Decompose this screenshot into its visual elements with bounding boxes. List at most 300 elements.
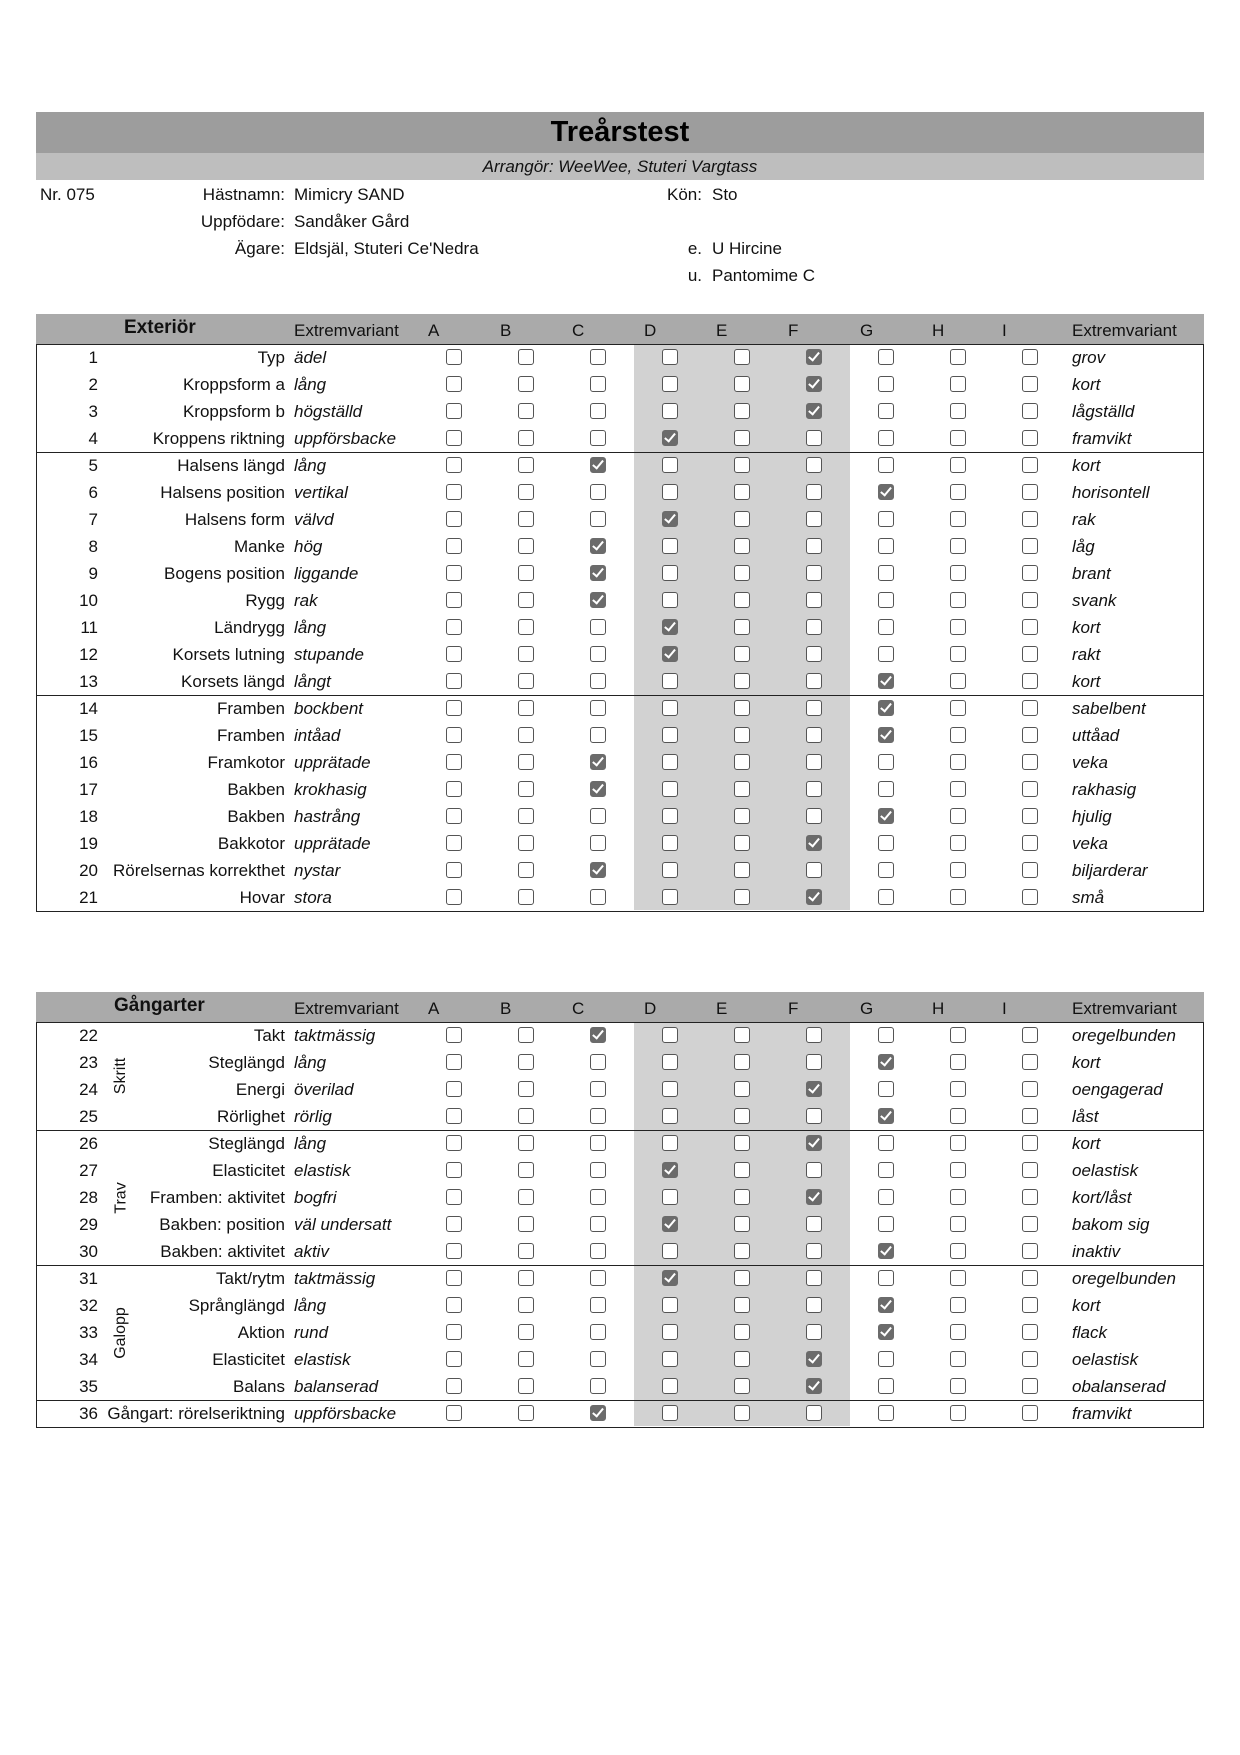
checkbox-c[interactable] [590, 646, 606, 662]
checkbox-a[interactable] [446, 835, 462, 851]
checkbox-e[interactable] [734, 376, 750, 392]
checkbox-i[interactable] [1022, 808, 1038, 824]
checkbox-e[interactable] [734, 1108, 750, 1124]
checkbox-a[interactable] [446, 727, 462, 743]
checkbox-c[interactable] [590, 430, 606, 446]
checkbox-e[interactable] [734, 1405, 750, 1421]
checkbox-d[interactable] [662, 1108, 678, 1124]
checkbox-f[interactable] [806, 808, 822, 824]
checkbox-e[interactable] [734, 430, 750, 446]
checkbox-g[interactable] [878, 1378, 894, 1394]
checkbox-f[interactable] [806, 646, 822, 662]
checkbox-i[interactable] [1022, 484, 1038, 500]
checkbox-a[interactable] [446, 430, 462, 446]
checkbox-i[interactable] [1022, 349, 1038, 365]
checkbox-h[interactable] [950, 592, 966, 608]
checkbox-e[interactable] [734, 403, 750, 419]
checkbox-e[interactable] [734, 1297, 750, 1313]
checkbox-h[interactable] [950, 349, 966, 365]
checkbox-e[interactable] [734, 700, 750, 716]
checkbox-a[interactable] [446, 754, 462, 770]
checkbox-f-checked[interactable] [806, 889, 822, 905]
checkbox-i[interactable] [1022, 754, 1038, 770]
checkbox-b[interactable] [518, 538, 534, 554]
checkbox-a[interactable] [446, 1324, 462, 1340]
checkbox-a[interactable] [446, 673, 462, 689]
checkbox-i[interactable] [1022, 538, 1038, 554]
checkbox-d-checked[interactable] [662, 1216, 678, 1232]
checkbox-i[interactable] [1022, 1324, 1038, 1340]
checkbox-b[interactable] [518, 1135, 534, 1151]
checkbox-i[interactable] [1022, 1297, 1038, 1313]
checkbox-i[interactable] [1022, 565, 1038, 581]
checkbox-f[interactable] [806, 619, 822, 635]
checkbox-e[interactable] [734, 1054, 750, 1070]
checkbox-d[interactable] [662, 808, 678, 824]
checkbox-e[interactable] [734, 808, 750, 824]
checkbox-e[interactable] [734, 727, 750, 743]
checkbox-g[interactable] [878, 862, 894, 878]
checkbox-h[interactable] [950, 1297, 966, 1313]
checkbox-d[interactable] [662, 376, 678, 392]
checkbox-b[interactable] [518, 403, 534, 419]
checkbox-d[interactable] [662, 1054, 678, 1070]
checkbox-c-checked[interactable] [590, 754, 606, 770]
checkbox-i[interactable] [1022, 1135, 1038, 1151]
checkbox-f[interactable] [806, 862, 822, 878]
checkbox-d[interactable] [662, 538, 678, 554]
checkbox-a[interactable] [446, 619, 462, 635]
checkbox-f-checked[interactable] [806, 1189, 822, 1205]
checkbox-g-checked[interactable] [878, 1243, 894, 1259]
checkbox-e[interactable] [734, 1189, 750, 1205]
checkbox-g[interactable] [878, 646, 894, 662]
checkbox-d-checked[interactable] [662, 1270, 678, 1286]
checkbox-d[interactable] [662, 889, 678, 905]
checkbox-b[interactable] [518, 700, 534, 716]
checkbox-e[interactable] [734, 619, 750, 635]
checkbox-e[interactable] [734, 1162, 750, 1178]
checkbox-i[interactable] [1022, 1405, 1038, 1421]
checkbox-a[interactable] [446, 889, 462, 905]
checkbox-c-checked[interactable] [590, 565, 606, 581]
checkbox-b[interactable] [518, 1189, 534, 1205]
checkbox-e[interactable] [734, 538, 750, 554]
checkbox-h[interactable] [950, 754, 966, 770]
checkbox-c[interactable] [590, 835, 606, 851]
checkbox-b[interactable] [518, 646, 534, 662]
checkbox-d[interactable] [662, 1243, 678, 1259]
checkbox-f[interactable] [806, 1297, 822, 1313]
checkbox-a[interactable] [446, 781, 462, 797]
checkbox-b[interactable] [518, 1405, 534, 1421]
checkbox-h[interactable] [950, 1081, 966, 1097]
checkbox-a[interactable] [446, 1270, 462, 1286]
checkbox-d[interactable] [662, 835, 678, 851]
checkbox-c[interactable] [590, 403, 606, 419]
checkbox-a[interactable] [446, 700, 462, 716]
checkbox-i[interactable] [1022, 727, 1038, 743]
checkbox-a[interactable] [446, 1216, 462, 1232]
checkbox-b[interactable] [518, 1243, 534, 1259]
checkbox-e[interactable] [734, 673, 750, 689]
checkbox-i[interactable] [1022, 673, 1038, 689]
checkbox-h[interactable] [950, 1135, 966, 1151]
checkbox-i[interactable] [1022, 457, 1038, 473]
checkbox-i[interactable] [1022, 1351, 1038, 1367]
checkbox-f-checked[interactable] [806, 1135, 822, 1151]
checkbox-d-checked[interactable] [662, 1162, 678, 1178]
checkbox-g[interactable] [878, 1351, 894, 1367]
checkbox-a[interactable] [446, 1054, 462, 1070]
checkbox-f[interactable] [806, 1405, 822, 1421]
checkbox-c[interactable] [590, 1216, 606, 1232]
checkbox-h[interactable] [950, 1405, 966, 1421]
checkbox-a[interactable] [446, 1027, 462, 1043]
checkbox-c[interactable] [590, 700, 606, 716]
checkbox-f[interactable] [806, 1162, 822, 1178]
checkbox-g[interactable] [878, 1189, 894, 1205]
checkbox-i[interactable] [1022, 1054, 1038, 1070]
checkbox-d[interactable] [662, 457, 678, 473]
checkbox-g[interactable] [878, 1270, 894, 1286]
checkbox-a[interactable] [446, 1351, 462, 1367]
checkbox-i[interactable] [1022, 862, 1038, 878]
checkbox-a[interactable] [446, 1297, 462, 1313]
checkbox-d[interactable] [662, 1405, 678, 1421]
checkbox-h[interactable] [950, 565, 966, 581]
checkbox-d-checked[interactable] [662, 511, 678, 527]
checkbox-b[interactable] [518, 430, 534, 446]
checkbox-h[interactable] [950, 1378, 966, 1394]
checkbox-d-checked[interactable] [662, 646, 678, 662]
checkbox-b[interactable] [518, 457, 534, 473]
checkbox-b[interactable] [518, 349, 534, 365]
checkbox-i[interactable] [1022, 1162, 1038, 1178]
checkbox-b[interactable] [518, 1378, 534, 1394]
checkbox-a[interactable] [446, 349, 462, 365]
checkbox-e[interactable] [734, 484, 750, 500]
checkbox-b[interactable] [518, 511, 534, 527]
checkbox-c[interactable] [590, 1189, 606, 1205]
checkbox-g[interactable] [878, 349, 894, 365]
checkbox-d[interactable] [662, 862, 678, 878]
checkbox-f[interactable] [806, 1270, 822, 1286]
checkbox-f[interactable] [806, 1216, 822, 1232]
checkbox-b[interactable] [518, 889, 534, 905]
checkbox-a[interactable] [446, 808, 462, 824]
checkbox-f[interactable] [806, 1324, 822, 1340]
checkbox-d-checked[interactable] [662, 430, 678, 446]
checkbox-i[interactable] [1022, 646, 1038, 662]
checkbox-i[interactable] [1022, 430, 1038, 446]
checkbox-a[interactable] [446, 565, 462, 581]
checkbox-d[interactable] [662, 1324, 678, 1340]
checkbox-f[interactable] [806, 430, 822, 446]
checkbox-f[interactable] [806, 1243, 822, 1259]
checkbox-e[interactable] [734, 592, 750, 608]
checkbox-f[interactable] [806, 1054, 822, 1070]
checkbox-c-checked[interactable] [590, 592, 606, 608]
checkbox-b[interactable] [518, 1297, 534, 1313]
checkbox-e[interactable] [734, 1243, 750, 1259]
checkbox-g[interactable] [878, 1081, 894, 1097]
checkbox-f-checked[interactable] [806, 1351, 822, 1367]
checkbox-c[interactable] [590, 1324, 606, 1340]
checkbox-f[interactable] [806, 1108, 822, 1124]
checkbox-c[interactable] [590, 1108, 606, 1124]
checkbox-e[interactable] [734, 862, 750, 878]
checkbox-a[interactable] [446, 646, 462, 662]
checkbox-i[interactable] [1022, 1081, 1038, 1097]
checkbox-i[interactable] [1022, 1189, 1038, 1205]
checkbox-c[interactable] [590, 808, 606, 824]
checkbox-h[interactable] [950, 430, 966, 446]
checkbox-h[interactable] [950, 808, 966, 824]
checkbox-c[interactable] [590, 619, 606, 635]
checkbox-f[interactable] [806, 592, 822, 608]
checkbox-h[interactable] [950, 1324, 966, 1340]
checkbox-f[interactable] [806, 565, 822, 581]
checkbox-g[interactable] [878, 1405, 894, 1421]
checkbox-b[interactable] [518, 1081, 534, 1097]
checkbox-c[interactable] [590, 673, 606, 689]
checkbox-i[interactable] [1022, 1243, 1038, 1259]
checkbox-h[interactable] [950, 619, 966, 635]
checkbox-g[interactable] [878, 376, 894, 392]
checkbox-b[interactable] [518, 1216, 534, 1232]
checkbox-d[interactable] [662, 1351, 678, 1367]
checkbox-e[interactable] [734, 457, 750, 473]
checkbox-h[interactable] [950, 700, 966, 716]
checkbox-h[interactable] [950, 457, 966, 473]
checkbox-c[interactable] [590, 727, 606, 743]
checkbox-g[interactable] [878, 565, 894, 581]
checkbox-c[interactable] [590, 511, 606, 527]
checkbox-e[interactable] [734, 1216, 750, 1232]
checkbox-h[interactable] [950, 538, 966, 554]
checkbox-c[interactable] [590, 484, 606, 500]
checkbox-c-checked[interactable] [590, 781, 606, 797]
checkbox-h[interactable] [950, 1108, 966, 1124]
checkbox-h[interactable] [950, 1189, 966, 1205]
checkbox-e[interactable] [734, 646, 750, 662]
checkbox-h[interactable] [950, 1054, 966, 1070]
checkbox-h[interactable] [950, 511, 966, 527]
checkbox-c-checked[interactable] [590, 538, 606, 554]
checkbox-f[interactable] [806, 727, 822, 743]
checkbox-c-checked[interactable] [590, 457, 606, 473]
checkbox-g[interactable] [878, 1135, 894, 1151]
checkbox-g-checked[interactable] [878, 673, 894, 689]
checkbox-b[interactable] [518, 727, 534, 743]
checkbox-g[interactable] [878, 619, 894, 635]
checkbox-d[interactable] [662, 1027, 678, 1043]
checkbox-e[interactable] [734, 565, 750, 581]
checkbox-a[interactable] [446, 592, 462, 608]
checkbox-f[interactable] [806, 511, 822, 527]
checkbox-h[interactable] [950, 781, 966, 797]
checkbox-c[interactable] [590, 1243, 606, 1259]
checkbox-b[interactable] [518, 1351, 534, 1367]
checkbox-e[interactable] [734, 1135, 750, 1151]
checkbox-f-checked[interactable] [806, 376, 822, 392]
checkbox-f-checked[interactable] [806, 835, 822, 851]
checkbox-g-checked[interactable] [878, 700, 894, 716]
checkbox-c[interactable] [590, 1054, 606, 1070]
checkbox-i[interactable] [1022, 835, 1038, 851]
checkbox-d-checked[interactable] [662, 619, 678, 635]
checkbox-e[interactable] [734, 889, 750, 905]
checkbox-a[interactable] [446, 1081, 462, 1097]
checkbox-c[interactable] [590, 1162, 606, 1178]
checkbox-a[interactable] [446, 1189, 462, 1205]
checkbox-g-checked[interactable] [878, 727, 894, 743]
checkbox-g[interactable] [878, 781, 894, 797]
checkbox-a[interactable] [446, 1378, 462, 1394]
checkbox-c[interactable] [590, 1297, 606, 1313]
checkbox-h[interactable] [950, 862, 966, 878]
checkbox-c[interactable] [590, 1351, 606, 1367]
checkbox-d[interactable] [662, 700, 678, 716]
checkbox-g[interactable] [878, 1027, 894, 1043]
checkbox-i[interactable] [1022, 511, 1038, 527]
checkbox-a[interactable] [446, 1108, 462, 1124]
checkbox-i[interactable] [1022, 1027, 1038, 1043]
checkbox-g[interactable] [878, 1216, 894, 1232]
checkbox-e[interactable] [734, 1378, 750, 1394]
checkbox-i[interactable] [1022, 700, 1038, 716]
checkbox-h[interactable] [950, 403, 966, 419]
checkbox-e[interactable] [734, 1027, 750, 1043]
checkbox-b[interactable] [518, 592, 534, 608]
checkbox-a[interactable] [446, 457, 462, 473]
checkbox-g[interactable] [878, 592, 894, 608]
checkbox-i[interactable] [1022, 619, 1038, 635]
checkbox-h[interactable] [950, 673, 966, 689]
checkbox-h[interactable] [950, 1162, 966, 1178]
checkbox-c[interactable] [590, 349, 606, 365]
checkbox-f-checked[interactable] [806, 1081, 822, 1097]
checkbox-f[interactable] [806, 754, 822, 770]
checkbox-c-checked[interactable] [590, 1405, 606, 1421]
checkbox-g[interactable] [878, 511, 894, 527]
checkbox-i[interactable] [1022, 1216, 1038, 1232]
checkbox-d[interactable] [662, 673, 678, 689]
checkbox-d[interactable] [662, 727, 678, 743]
checkbox-h[interactable] [950, 1243, 966, 1259]
checkbox-h[interactable] [950, 1270, 966, 1286]
checkbox-d[interactable] [662, 754, 678, 770]
checkbox-e[interactable] [734, 835, 750, 851]
checkbox-f-checked[interactable] [806, 1378, 822, 1394]
checkbox-b[interactable] [518, 565, 534, 581]
checkbox-c[interactable] [590, 889, 606, 905]
checkbox-d[interactable] [662, 1135, 678, 1151]
checkbox-h[interactable] [950, 889, 966, 905]
checkbox-g[interactable] [878, 403, 894, 419]
checkbox-h[interactable] [950, 646, 966, 662]
checkbox-a[interactable] [446, 511, 462, 527]
checkbox-a[interactable] [446, 862, 462, 878]
checkbox-h[interactable] [950, 1027, 966, 1043]
checkbox-f[interactable] [806, 457, 822, 473]
checkbox-a[interactable] [446, 403, 462, 419]
checkbox-b[interactable] [518, 619, 534, 635]
checkbox-f-checked[interactable] [806, 403, 822, 419]
checkbox-c[interactable] [590, 1270, 606, 1286]
checkbox-f[interactable] [806, 538, 822, 554]
checkbox-a[interactable] [446, 1162, 462, 1178]
checkbox-e[interactable] [734, 754, 750, 770]
checkbox-i[interactable] [1022, 889, 1038, 905]
checkbox-f[interactable] [806, 673, 822, 689]
checkbox-b[interactable] [518, 1162, 534, 1178]
checkbox-d[interactable] [662, 592, 678, 608]
checkbox-g-checked[interactable] [878, 484, 894, 500]
checkbox-a[interactable] [446, 538, 462, 554]
checkbox-g[interactable] [878, 430, 894, 446]
checkbox-g-checked[interactable] [878, 808, 894, 824]
checkbox-b[interactable] [518, 781, 534, 797]
checkbox-g[interactable] [878, 538, 894, 554]
checkbox-b[interactable] [518, 1054, 534, 1070]
checkbox-i[interactable] [1022, 1270, 1038, 1286]
checkbox-i[interactable] [1022, 781, 1038, 797]
checkbox-i[interactable] [1022, 1378, 1038, 1394]
checkbox-e[interactable] [734, 781, 750, 797]
checkbox-d[interactable] [662, 565, 678, 581]
checkbox-b[interactable] [518, 1027, 534, 1043]
checkbox-b[interactable] [518, 835, 534, 851]
checkbox-d[interactable] [662, 1378, 678, 1394]
checkbox-e[interactable] [734, 349, 750, 365]
checkbox-g[interactable] [878, 889, 894, 905]
checkbox-b[interactable] [518, 1324, 534, 1340]
checkbox-g-checked[interactable] [878, 1324, 894, 1340]
checkbox-h[interactable] [950, 727, 966, 743]
checkbox-a[interactable] [446, 1243, 462, 1259]
checkbox-a[interactable] [446, 376, 462, 392]
checkbox-b[interactable] [518, 1270, 534, 1286]
checkbox-e[interactable] [734, 511, 750, 527]
checkbox-g[interactable] [878, 457, 894, 473]
checkbox-b[interactable] [518, 1108, 534, 1124]
checkbox-c[interactable] [590, 376, 606, 392]
checkbox-h[interactable] [950, 1351, 966, 1367]
checkbox-h[interactable] [950, 376, 966, 392]
checkbox-b[interactable] [518, 673, 534, 689]
checkbox-f[interactable] [806, 700, 822, 716]
checkbox-d[interactable] [662, 1081, 678, 1097]
checkbox-c[interactable] [590, 1378, 606, 1394]
checkbox-e[interactable] [734, 1270, 750, 1286]
checkbox-i[interactable] [1022, 403, 1038, 419]
checkbox-d[interactable] [662, 1189, 678, 1205]
checkbox-c[interactable] [590, 1081, 606, 1097]
checkbox-f[interactable] [806, 1027, 822, 1043]
checkbox-b[interactable] [518, 862, 534, 878]
checkbox-i[interactable] [1022, 592, 1038, 608]
checkbox-h[interactable] [950, 1216, 966, 1232]
checkbox-i[interactable] [1022, 1108, 1038, 1124]
checkbox-f[interactable] [806, 484, 822, 500]
checkbox-g[interactable] [878, 754, 894, 770]
checkbox-f[interactable] [806, 781, 822, 797]
checkbox-g-checked[interactable] [878, 1108, 894, 1124]
checkbox-g-checked[interactable] [878, 1054, 894, 1070]
checkbox-a[interactable] [446, 1405, 462, 1421]
